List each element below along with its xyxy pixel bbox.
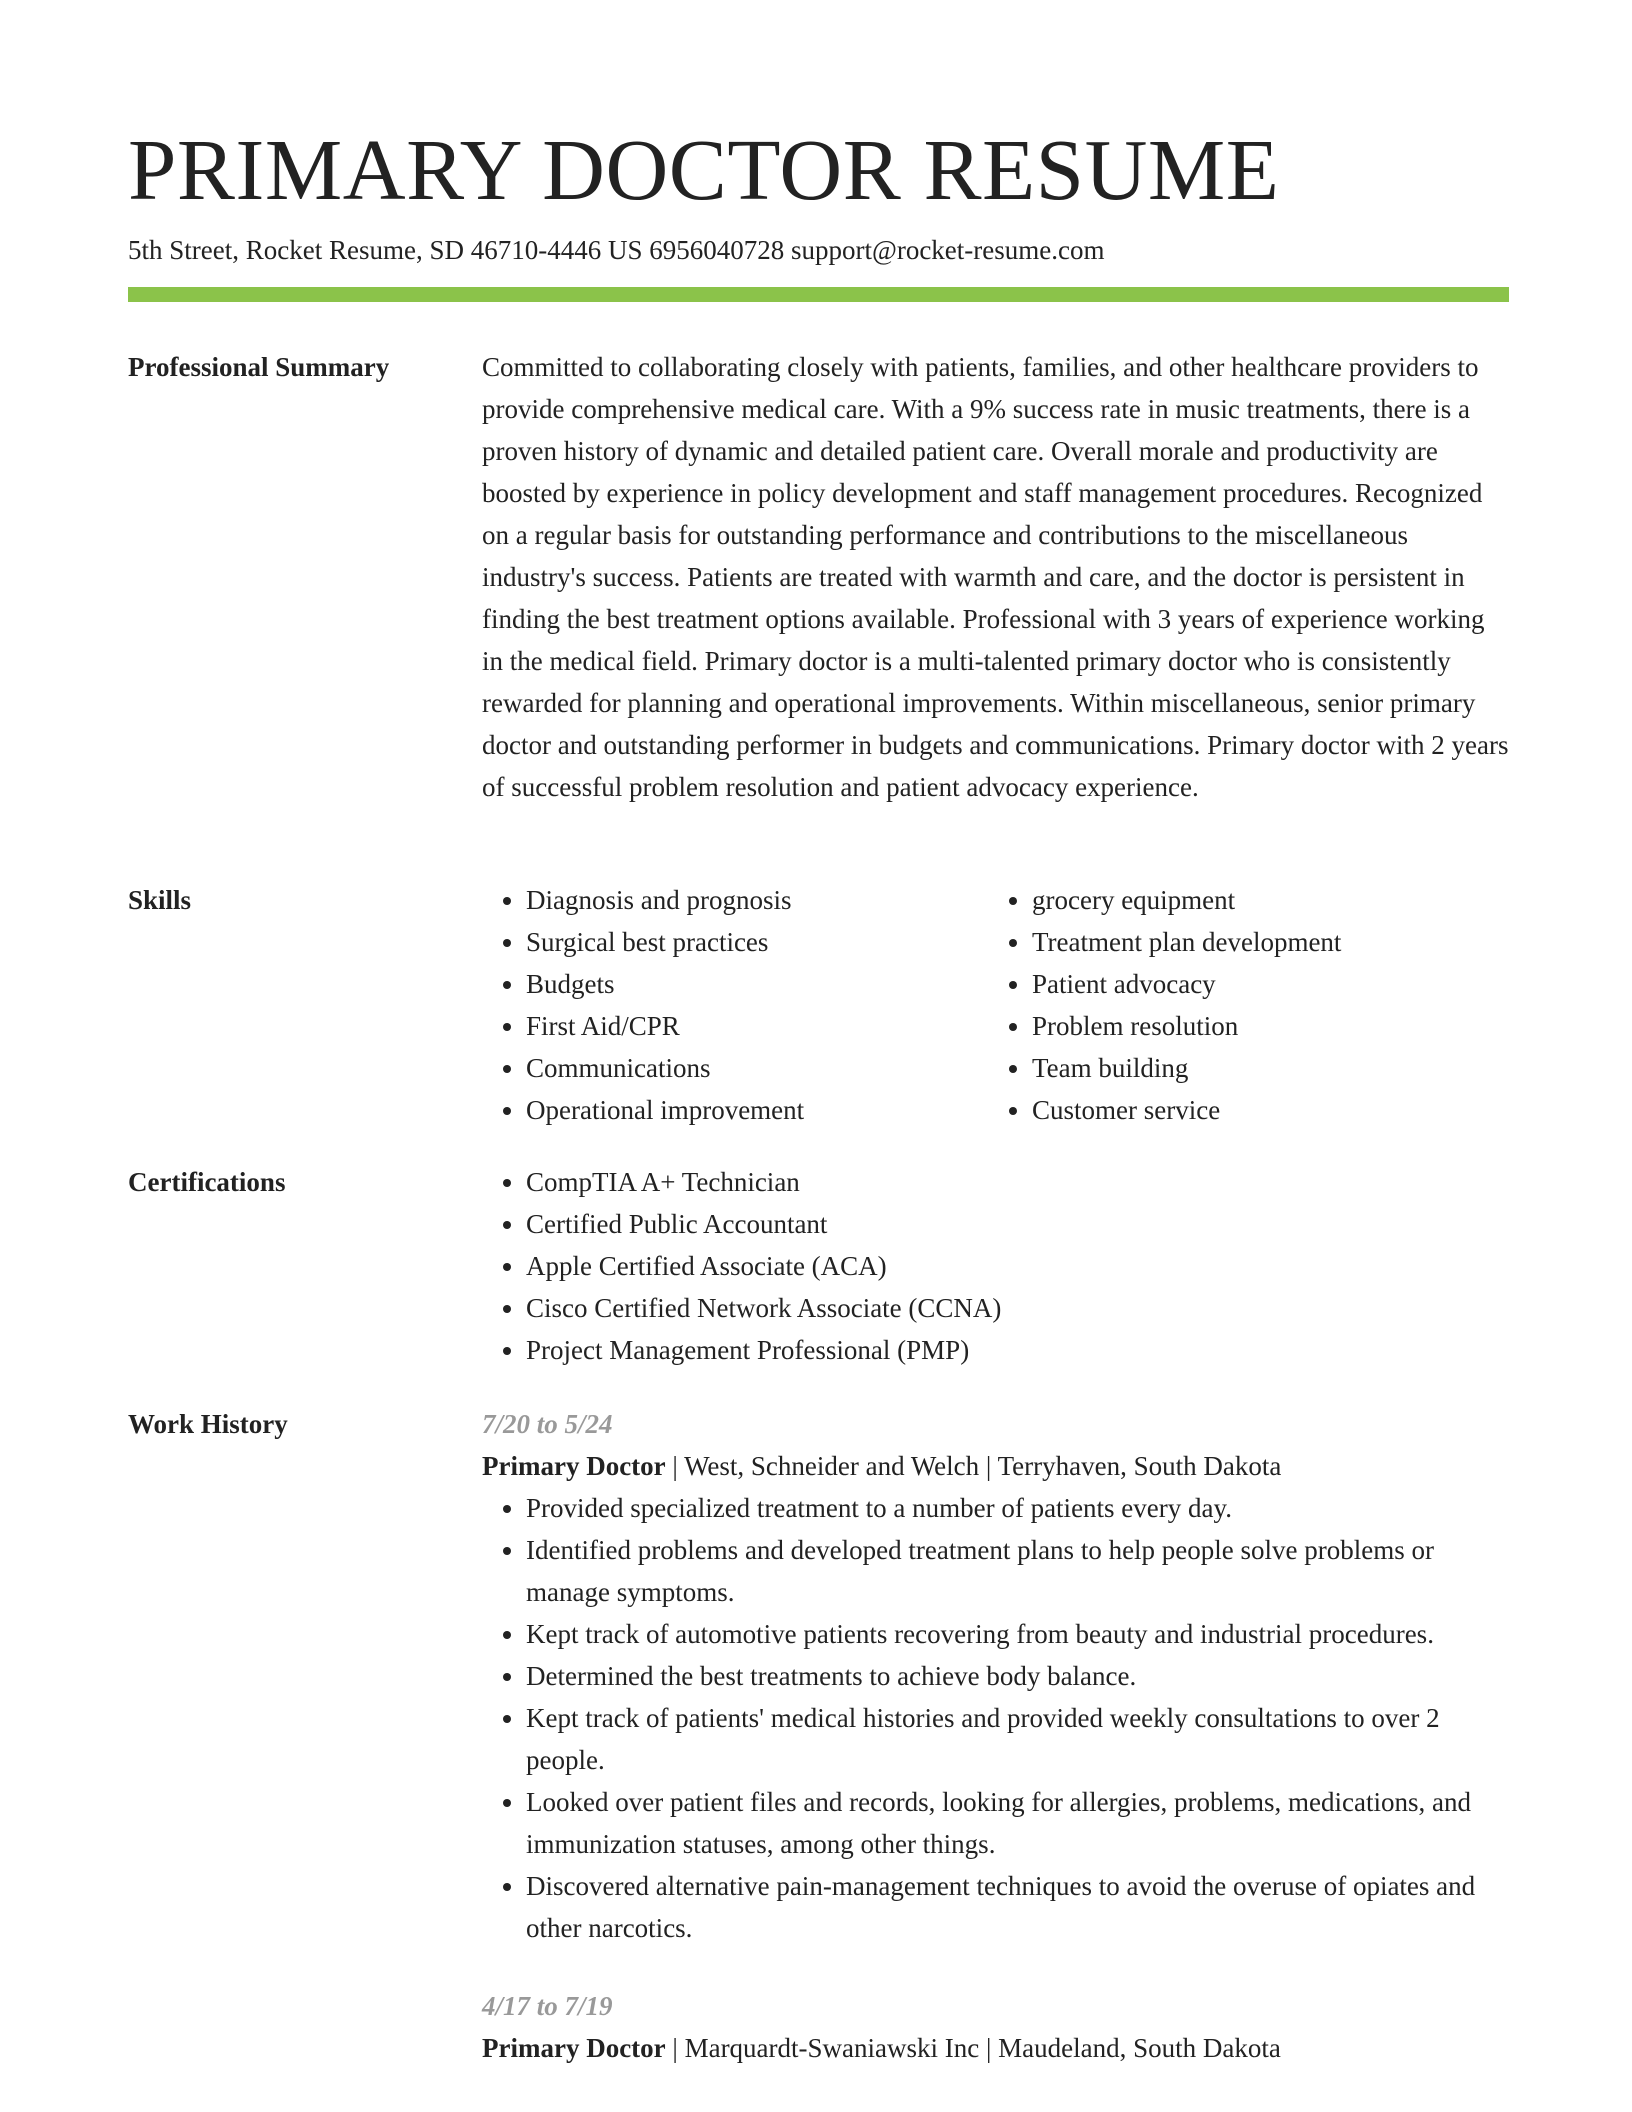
job-duty: • Identified problems and developed treatment plans to help people solve problems or manage symptoms. [526,1529,1512,1613]
job-duty: • Kept track of patients' medical histories and provided weekly consultations to over 2 people. [526,1697,1512,1781]
skills-heading: Skills [128,885,192,915]
summary-content [482,346,1512,808]
certifications-content [482,1161,1512,1371]
job-duty: • Looked over patient files and records, looking for allergies, problems, medications, and immunization statuses, among other things. [526,1781,1512,1865]
skill-item: • Budgets [526,963,988,1005]
skill-item: • First Aid/CPR [526,1005,988,1047]
certification-item: • Apple Certified Associate (ACA) [526,1245,1512,1287]
certification-item: • Project Management Professional (PMP) [526,1329,1512,1371]
skills-content [482,879,1512,1131]
job-dates: 4/17 to 7/19 [482,1991,613,2021]
job-duty: • Discovered alternative pain-management techniques to avoid the overuse of opiates and other narcotics. [526,1865,1512,1949]
skill-item: • Customer service [1032,1089,1512,1131]
skill-item: • Treatment plan development [1032,921,1512,963]
job-entry [482,1985,1512,2069]
skill-item: • Team building [1032,1047,1512,1089]
job-duty: • Determined the best treatments to achieve body balance. [526,1655,1512,1697]
skills-column-2 [988,879,1512,1131]
certification-item: • Cisco Certified Network Associate (CCNA) [526,1287,1512,1329]
certifications-list [482,1161,1512,1371]
skill-item: • Diagnosis and prognosis [526,879,988,921]
work-history-content [482,1403,1512,2069]
job-duty: • Kept track of automotive patients recovering from beauty and industrial procedures. [526,1613,1512,1655]
skill-item: • Patient advocacy [1032,963,1512,1005]
job-title: Primary Doctor [482,2033,666,2063]
skill-item: • Surgical best practices [526,921,988,963]
job-header [482,2027,1512,2069]
certification-item: • Certified Public Accountant [526,1203,1512,1245]
skill-item: • Problem resolution [1032,1005,1512,1047]
skill-item: • Operational improvement [526,1089,988,1131]
certification-item: • CompTIA A+ Technician [526,1161,1512,1203]
resume-title: PRIMARY DOCTOR RESUME [128,121,1280,218]
job-company-location: | Marquardt-Swaniawski Inc | Maudeland, South Dakota [665,2033,1281,2063]
job-entry [482,1403,1512,1949]
summary-text: Committed to collaborating closely with patients, families, and other healthcare providers to provide comprehensive medical care. With a 9% success rate in music treatments, there is a proven history of dynamic and detailed patient care. Overall morale and productivity are boosted by experience in policy development and staff management procedures. Recognized on a regular basis for outstanding performance and contributions to the miscellaneous industry's success. Patients are treated with warmth and care, and the doctor is persistent in finding the best treatment options available. Professional with 3 years of experience working in the medical field. Primary doctor is a multi-talented primary doctor who is consistently rewarded for planning and operational improvements. Within miscellaneous, senior primary doctor and outstanding performer in budgets and communications. Primary doctor with 2 years of successful problem resolution and patient advocacy experience. [482,352,1509,802]
work-history-heading: Work History [128,1409,288,1439]
job-header [482,1445,1512,1487]
job-dates: 7/20 to 5/24 [482,1409,613,1439]
skill-item: • grocery equipment [1032,879,1512,921]
job-duties-list [482,1487,1512,1949]
skills-column-1 [482,879,988,1131]
job-title: Primary Doctor [482,1451,666,1481]
certifications-heading: Certifications [128,1167,286,1197]
job-duty: • Provided specialized treatment to a number of patients every day. [526,1487,1512,1529]
job-company-location: | West, Schneider and Welch | Terryhaven, South Dakota [665,1451,1282,1481]
contact-line: 5th Street, Rocket Resume, SD 46710-4446 US 6956040728 support@rocket-resume.com [128,235,1105,265]
skill-item: • Communications [526,1047,988,1089]
summary-heading: Professional Summary [128,352,390,382]
accent-divider [128,287,1509,302]
